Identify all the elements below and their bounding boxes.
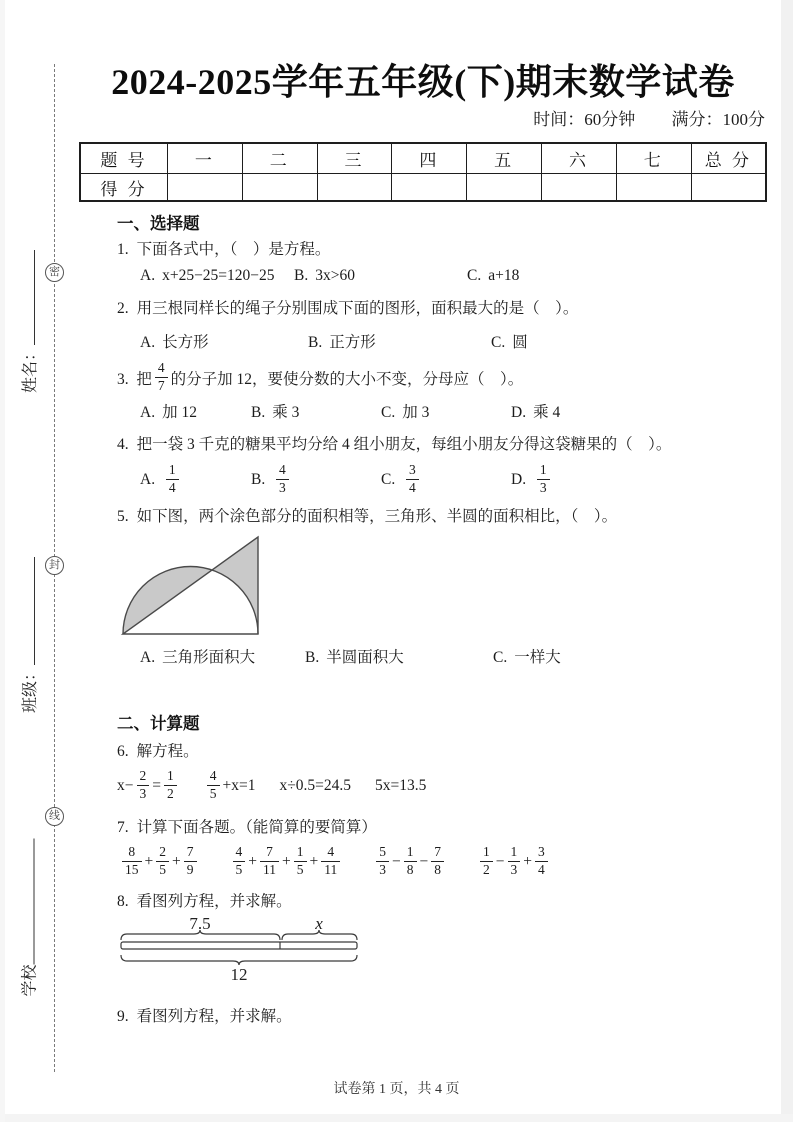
option-label: D. [511, 404, 527, 421]
option-a [140, 461, 251, 496]
text-run: D. [511, 471, 534, 488]
text-run: 3. 把 [117, 371, 152, 388]
page-number: 试卷第 1 页，共 4 页 [333, 1082, 460, 1097]
question-7-expressions [119, 840, 767, 884]
fraction: $\frac{4}{5}$ [207, 769, 220, 801]
score-table-score-row [80, 174, 766, 202]
question-4-options [140, 459, 767, 501]
bar-left-value: 7.5 [189, 916, 211, 933]
question-text: 看图列方程，并求解。 [136, 1008, 292, 1025]
expression [119, 843, 200, 878]
option-b [251, 461, 381, 496]
seal-char-feng: 封 [45, 556, 64, 575]
fraction: $\frac{1}{2}$ [480, 845, 493, 877]
fraction: $\frac{1}{3}$ [537, 463, 550, 495]
question-5-figure [118, 533, 767, 643]
question-number: 4. [117, 436, 129, 453]
text-run: + [144, 853, 154, 870]
text-run: A. [140, 471, 163, 488]
option-label: C. [381, 404, 396, 421]
fraction: $\frac{8}{15}$ [122, 845, 142, 877]
option-b [294, 264, 467, 288]
bar-model-diagram [119, 916, 361, 982]
school-blank-line [21, 838, 34, 964]
score-row-label: 得 分 [80, 174, 168, 202]
option-text: x+25−25=120−25 [162, 267, 275, 284]
question-2-options [140, 331, 767, 355]
text-run: 的分子加 12，要使分数的大小不变，分母应（ ）。 [170, 371, 524, 388]
fraction: $\frac{1}{2}$ [164, 769, 177, 801]
option-c [467, 264, 519, 288]
question-1-options [140, 264, 767, 288]
option-b [308, 331, 491, 355]
semicircle-triangle-diagram [118, 533, 268, 638]
question-number: 6. [117, 743, 129, 760]
score-cell-empty [691, 174, 766, 202]
question-8-figure [119, 916, 767, 987]
option-text: 长方形 [162, 334, 209, 351]
question-text: 看图列方程，并求解。 [136, 893, 292, 910]
text-run: + [282, 853, 291, 870]
option-c [381, 461, 511, 496]
header-cell: 题 号 [80, 143, 168, 174]
question-number: 8. [117, 893, 129, 910]
question-number: 2. [117, 300, 129, 317]
seal-char-mi: 密 [45, 263, 64, 282]
question-9 [117, 1005, 767, 1029]
option-label: C. [491, 334, 506, 351]
option-label: B. [308, 334, 323, 351]
option-label: B. [251, 404, 266, 421]
header-cell: 一 [168, 143, 243, 174]
question-5 [117, 505, 767, 529]
scan-edge-left [0, 0, 5, 1122]
school-label-text: 学校 [21, 964, 38, 997]
student-school-label [17, 828, 39, 997]
question-6-equations [117, 764, 767, 808]
expression [230, 843, 344, 878]
question-4 [117, 433, 767, 457]
question-number: 9. [117, 1008, 129, 1025]
option-text: 3x>60 [315, 267, 355, 284]
equation [375, 777, 426, 795]
section-one-title: 一、选择题 [117, 214, 200, 233]
question-3 [117, 357, 767, 399]
score-cell-empty [317, 174, 392, 202]
option-a [140, 264, 294, 288]
header-cell: 二 [242, 143, 317, 174]
option-text: 半圆面积大 [326, 649, 404, 666]
header-cell: 四 [392, 143, 467, 174]
scan-edge-bottom [0, 1114, 793, 1122]
name-label-text: 姓名： [21, 344, 39, 393]
exam-document [79, 60, 767, 1029]
question-2 [117, 297, 767, 321]
text-run: x÷0.5=24.5 [279, 777, 351, 794]
text-run: +x=1 [222, 777, 256, 794]
question-6 [117, 740, 767, 764]
fraction: $\frac{1}{5}$ [294, 845, 307, 877]
fraction: $\frac{2}{3}$ [137, 769, 150, 801]
question-number: 7. [117, 819, 129, 836]
option-b [305, 646, 493, 670]
text-run: B. [251, 471, 273, 488]
question-3-options [140, 401, 767, 425]
time-limit: 时间：60分钟 [533, 110, 636, 129]
question-text: 下面各式中，（ ）是方程。 [136, 241, 331, 258]
score-cell-empty [392, 174, 467, 202]
question-text: 如下图，两个涂色部分的面积相等，三角形、半圆的面积相比，（ ）。 [136, 508, 618, 525]
option-text: 圆 [512, 334, 528, 351]
total-brace [121, 955, 357, 965]
score-table-header-row [80, 143, 766, 174]
option-label: C. [467, 267, 482, 284]
fraction: $\frac{3}{4}$ [406, 463, 419, 495]
text-run: + [523, 853, 532, 870]
score-cell-empty [542, 174, 617, 202]
option-d [511, 401, 560, 425]
right-segment-brace [282, 930, 357, 940]
option-text: 乘 3 [272, 404, 300, 421]
text-run: C. [381, 471, 403, 488]
fraction: $\frac{4}{7}$ [155, 361, 168, 393]
option-label: B. [294, 267, 309, 284]
header-cell: 六 [542, 143, 617, 174]
header-cell: 五 [467, 143, 542, 174]
option-label: A. [140, 267, 156, 284]
text-run: x− [117, 777, 134, 794]
header-cell: 三 [317, 143, 392, 174]
question-7 [117, 816, 767, 840]
score-cell-empty [467, 174, 542, 202]
question-text: 用三根同样长的绳子分别围成下面的图形，面积最大的是（ ）。 [136, 300, 579, 317]
score-cell-empty [168, 174, 243, 202]
student-name-label [17, 245, 39, 393]
option-a [140, 331, 308, 355]
question-1 [117, 238, 767, 262]
option-a [140, 401, 251, 425]
fraction: $\frac{5}{3}$ [376, 845, 389, 877]
question-number: 5. [117, 508, 129, 525]
text-run: 5x=13.5 [374, 777, 427, 794]
option-label: A. [140, 404, 156, 421]
fraction: $\frac{4}{3}$ [276, 463, 289, 495]
question-text: 解方程。 [136, 743, 199, 760]
full-score: 满分：100分 [671, 110, 765, 129]
option-a [140, 646, 305, 670]
question-8 [117, 890, 767, 914]
option-text: 三角形面积大 [162, 649, 256, 666]
option-text: 加 3 [402, 404, 430, 421]
text-run: + [248, 853, 257, 870]
exam-meta [79, 108, 767, 132]
bar-right-value: x [315, 916, 323, 933]
fraction: $\frac{1}{8}$ [404, 845, 417, 877]
text-run: − [495, 853, 505, 870]
equation [204, 767, 256, 802]
option-b [251, 401, 381, 425]
option-c [493, 646, 561, 670]
text-run: + [172, 853, 181, 870]
bar-rectangle [121, 942, 357, 949]
class-blank-line [22, 557, 35, 665]
option-text: a+18 [488, 267, 520, 284]
option-text: 乘 4 [533, 404, 561, 421]
page-title: 2024-2025学年五年级(下)期末数学试卷 [111, 62, 735, 102]
expression [373, 843, 447, 878]
text-run: − [392, 853, 401, 870]
score-cell-empty [242, 174, 317, 202]
question-number: 1. [117, 241, 129, 258]
expression [477, 843, 551, 878]
seal-char-xian: 线 [45, 807, 64, 826]
section-two-title: 二、计算题 [117, 714, 200, 733]
name-blank-line [22, 250, 35, 345]
text-run: − [419, 853, 429, 870]
fraction: $\frac{4}{11}$ [321, 845, 340, 877]
equation [117, 767, 180, 802]
option-c [491, 331, 528, 355]
question-5-options [140, 646, 767, 670]
fraction: $\frac{1}{3}$ [508, 845, 521, 877]
text-run: + [309, 853, 319, 870]
text-run: = [152, 777, 161, 794]
header-cell: 七 [616, 143, 691, 174]
question-text: 计算下面各题。（能简算的要简算） [136, 819, 377, 836]
fraction: $\frac{3}{4}$ [535, 845, 548, 877]
fraction: $\frac{2}{5}$ [156, 845, 169, 877]
option-text: 加 12 [162, 404, 197, 421]
header-cell: 总 分 [691, 143, 766, 174]
fraction: $\frac{4}{5}$ [233, 845, 246, 877]
score-table [79, 142, 767, 202]
score-cell-empty [616, 174, 691, 202]
option-d [511, 461, 553, 496]
option-label: B. [305, 649, 320, 666]
student-class-label [17, 547, 39, 713]
bar-total-value: 12 [230, 965, 248, 982]
option-label: C. [493, 649, 508, 666]
option-text: 正方形 [329, 334, 376, 351]
fraction: $\frac{1}{4}$ [166, 463, 179, 495]
fraction: $\frac{7}{8}$ [431, 845, 444, 877]
fraction: $\frac{7}{9}$ [184, 845, 197, 877]
equation [279, 777, 351, 795]
option-label: A. [140, 334, 156, 351]
scan-edge-right [781, 0, 793, 1122]
option-label: A. [140, 649, 156, 666]
option-text: 一样大 [514, 649, 561, 666]
class-label-text: 班级： [21, 664, 39, 713]
option-c [381, 401, 511, 425]
fraction: $\frac{7}{11}$ [260, 845, 279, 877]
left-segment-brace [121, 930, 280, 940]
question-text: 把一袋 3 千克的糖果平均分给 4 组小朋友，每组小朋友分得这袋糖果的（ ）。 [136, 436, 672, 453]
